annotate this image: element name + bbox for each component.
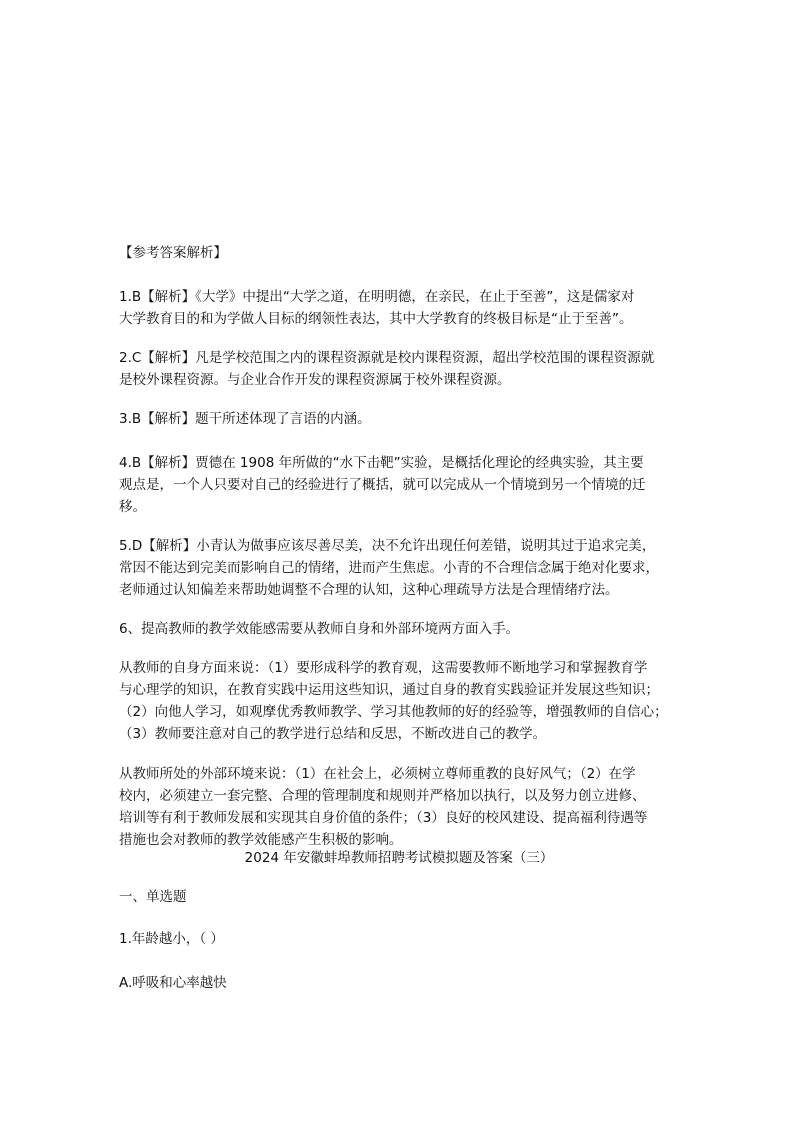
answer-4-line-2: 观点是，一个人只要对自己的经验进行了概括，就可以完成从一个情境到另一个情境的迁 — [119, 477, 646, 493]
answer-4-line-3: 移。 — [119, 499, 146, 515]
answer-6-line-1: 6、提高教师的教学效能感需要从教师自身和外部环境两方面入手。 — [119, 621, 520, 637]
self-aspect-line-2: 与心理学的知识，在教育实践中运用这些知识，通过自身的教育实践验证并发展这些知识； — [119, 682, 659, 698]
exam-title: 2024 年安徽蚌埠教师招聘考试模拟题及答案（三） — [244, 850, 554, 866]
question-1-option-a: A.呼吸和心率越快 — [119, 975, 227, 991]
self-aspect-line-4: （3）教师要注意对自己的教学进行总结和反思，不断改进自己的教学。 — [119, 726, 547, 742]
answer-1 — [119, 286, 679, 330]
answer-1-line-2: 大学教育目的和为学做人目标的纲领性表达，其中大学教育的终极目标是“止于至善”。 — [119, 311, 633, 327]
answer-1-line-1: 1.B【解析】《大学》中提出“大学之道，在明明德，在亲民，在止于至善”，这是儒家对 — [119, 289, 635, 305]
answer-5-line-3: 老师通过认知偏差来帮助她调整不合理的认知，这种心理疏导方法是合理情绪疗法。 — [119, 582, 619, 598]
answer-4 — [119, 452, 679, 518]
answer-6 — [119, 618, 679, 640]
answer-5-line-1: 5.D【解析】小青认为做事应该尽善尽美，决不允许出现任何差错，说明其过于追求完美， — [119, 538, 656, 554]
answer-6-self-aspect — [119, 657, 679, 745]
external-aspect-line-1: 从教师所处的外部环境来说：（1）在社会上，必须树立尊师重教的良好风气；（2）在学 — [119, 766, 636, 782]
answer-2 — [119, 347, 679, 391]
self-aspect-line-1: 从教师的自身方面来说：（1）要形成科学的教育观，这需要教师不断地学习和掌握教育学 — [119, 660, 648, 676]
answer-heading: 【参考答案解析】 — [119, 245, 227, 261]
answer-6-external-aspect — [119, 763, 679, 851]
answer-4-line-1: 4.B【解析】贾德在 1908 年所做的“水下击靶”实验，是概括化理论的经典实验，其主要 — [119, 455, 644, 471]
external-aspect-line-4: 措施也会对教师的教学效能感产生积极的影响。 — [119, 832, 403, 848]
external-aspect-line-2: 校内，必须建立一套完整、合理的管理制度和规则并严格加以执行，以及努力创立进修、 — [119, 788, 646, 804]
answer-2-line-1: 2.C【解析】凡是学校范围之内的课程资源就是校内课程资源，超出学校范围的课程资源就 — [119, 350, 655, 366]
answer-5 — [119, 535, 679, 601]
self-aspect-line-3: （2）向他人学习，如观摩优秀教师教学、学习其他教师的好的经验等，增强教师的自信心； — [119, 704, 668, 720]
answer-3-line-1: 3.B【解析】题干所述体现了言语的内涵。 — [119, 411, 371, 427]
section-title: 一、单选题 — [119, 889, 187, 905]
answer-2-line-2: 是校外课程资源。与企业合作开发的课程资源属于校外课程资源。 — [119, 372, 511, 388]
question-1: 1.年龄越小，（ ） — [119, 931, 224, 947]
answer-5-line-2: 常因不能达到完美而影响自己的情绪，进而产生焦虑。小青的不合理信念属于绝对化要求， — [119, 560, 659, 576]
answer-3 — [119, 408, 679, 430]
external-aspect-line-3: 培训等有利于教师发展和实现其自身价值的条件；（3）良好的校风建设、提高福利待遇等 — [119, 810, 648, 826]
